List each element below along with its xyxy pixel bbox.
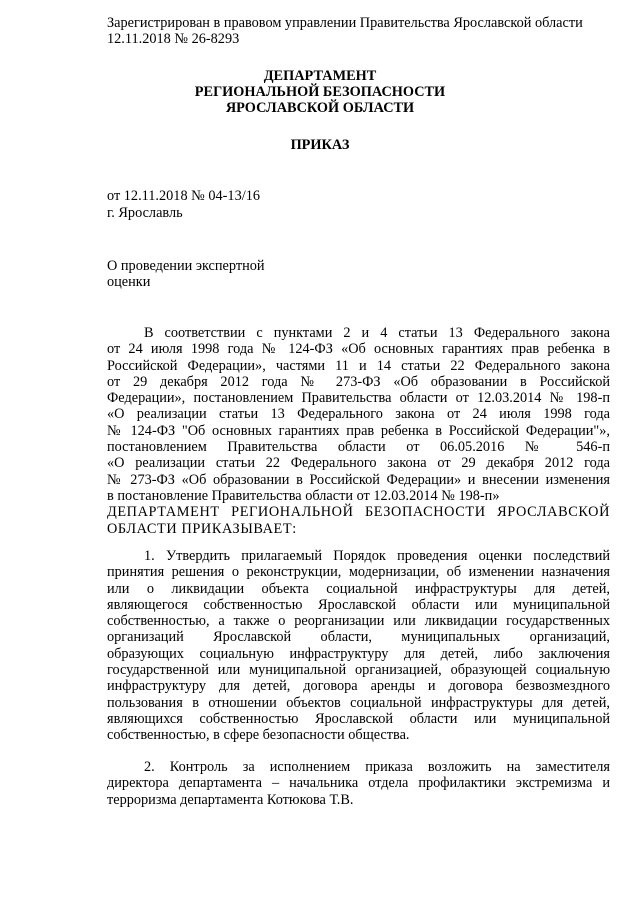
item-line: организаций Ярославской области, муниципальных организаций,: [107, 629, 610, 646]
registration-line-1: Зарегистрирован в правовом управлении Правительства Ярославской области: [107, 15, 583, 31]
preamble-line: Российской Федерации», частями 11 и 14 статьи 22 Федерального закона: [107, 357, 610, 374]
preamble-line: «О реализации статьи 22 Федерального закона от 29 декабря 2012 года: [107, 455, 610, 472]
department-title-3: ЯРОСЛАВСКОЙ ОБЛАСТИ: [225, 100, 415, 116]
preamble-paragraph: [107, 325, 610, 537]
item-line: пользования в отношении объектов социальной инфраструктуры для детей,: [107, 694, 610, 711]
item-line: собственностью, а также о реорганизации или ликвидации государственных: [107, 613, 610, 630]
item-line: собственностью, в сфере безопасности общества.: [107, 727, 410, 744]
preamble-line: «О реализации статьи 13 Федерального закона от 24 июля 1998 года: [107, 406, 610, 423]
orders-line-2: ОБЛАСТИ ПРИКАЗЫВАЕТ:: [107, 520, 297, 537]
item-line: директора департамента – начальника отдела профилактики экстремизма и: [107, 775, 610, 792]
item-line: или о ликвидации объекта социальной инфраструктуры для детей,: [107, 580, 610, 597]
document-date-number: от 12.11.2018 № 04-13/16: [107, 188, 261, 204]
preamble-line: № 273-ФЗ «Об образовании в Российской Федерации» и внесении изменения: [107, 471, 610, 488]
preamble-line: В соответствии с пунктами 2 и 4 статьи 13 Федерального закона: [144, 325, 610, 341]
item-line: инфраструктуру для детей, договора аренды и договора безвозмездного: [107, 678, 610, 695]
item-line: 1. Утвердить прилагаемый Порядок проведения оценки последствий: [144, 548, 610, 564]
subject-line-1: О проведении экспертной: [107, 258, 265, 274]
item-line: государственной или муниципальной организацией, образующей социальную: [107, 662, 610, 679]
preamble-line: Федерации», постановлением Правительства области от 12.03.2014 № 198-п: [107, 390, 610, 407]
registration-line-2: 12.11.2018 № 26-8293: [107, 31, 240, 47]
item-line: 2. Контроль за исполнением приказа возложить на заместителя: [144, 759, 610, 775]
preamble-line: постановлением Правительства области от 06.05.2016 № 546-п: [107, 439, 610, 456]
subject-line-2: оценки: [107, 274, 151, 290]
order-item-1: [107, 548, 610, 744]
preamble-line: в постановление Правительства области от 12.03.2014 № 198-п»: [107, 487, 500, 504]
preamble-line: № 124-ФЗ "Об основных гарантиях прав ребенка в Российской Федерации"»,: [107, 422, 610, 439]
document-city: г. Ярославль: [107, 205, 183, 221]
item-line: терроризма департамента Котюкова Т.В.: [107, 791, 354, 808]
department-title-2: РЕГИОНАЛЬНОЙ БЕЗОПАСНОСТИ: [194, 84, 446, 100]
document-type: ПРИКАЗ: [290, 137, 350, 153]
item-line: принятия решения о реконструкции, модернизации, об изменении назначения: [107, 564, 610, 581]
preamble-line: от 24 июля 1998 года № 124-ФЗ «Об основных гарантиях прав ребенка в: [107, 341, 610, 358]
department-title-1: ДЕПАРТАМЕНТ: [263, 68, 377, 84]
orders-line-1: ДЕПАРТАМЕНТ РЕГИОНАЛЬНОЙ БЕЗОПАСНОСТИ ЯРОСЛАВСКОЙ: [107, 504, 610, 521]
item-line: образующих социальную инфраструктуру для детей, либо заключения: [107, 645, 610, 662]
item-line: являющегося собственностью Ярославской области или муниципальной: [107, 596, 610, 613]
item-line: являющихся собственностью Ярославской области или муниципальной: [107, 710, 610, 727]
preamble-line: от 29 декабря 2012 года № 273-ФЗ «Об образовании в Российской: [107, 373, 610, 390]
order-item-2: [107, 759, 610, 808]
